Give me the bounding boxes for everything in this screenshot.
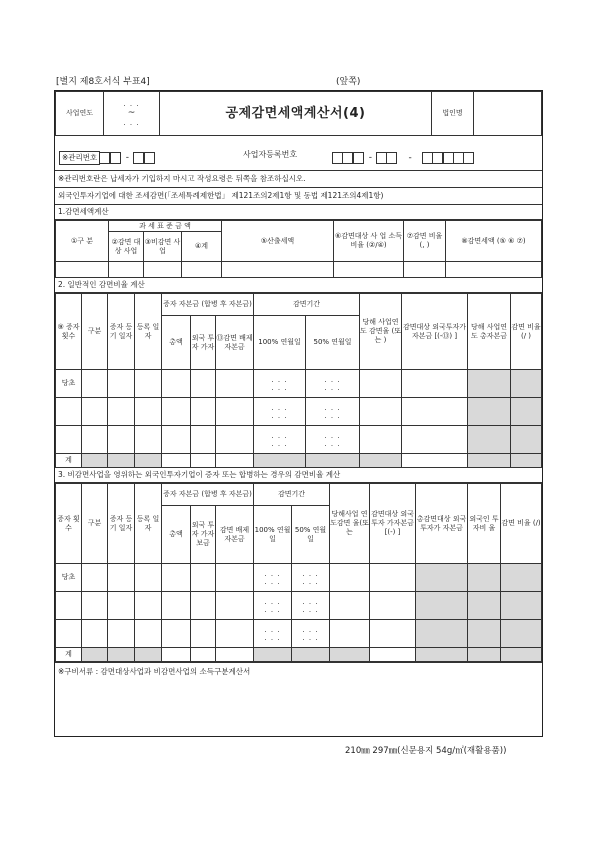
s3-col-rate-year: 당해사업 연도감면 율(또는 [330,484,370,564]
s1-col-calculated-tax: ⑤산출세액 [222,221,334,262]
s2-col-total: 총액 [162,316,191,370]
section3-table [55,483,542,662]
id-row [55,136,542,171]
s1-col-reduction-rate: ⑦감면 비율 (, ) [404,221,446,262]
s3-period-group: 감면기간 [254,484,330,506]
s3-col-total: 총액 [162,506,191,564]
biz-reg-label: 사업자등록번호 [243,150,298,159]
s2-col-ratio: 감면 비율 (/ ) [511,294,542,370]
s2-row-sum: 계 [56,454,82,468]
s1-col-target-business: ②감면 대상 사업 [109,232,144,262]
s2-col-foreign: 외국 투자 가자 [191,316,216,370]
table-row[interactable]: . . . . . . . . . . . . [56,398,542,426]
s3-col-100: 100% 연월일 [254,506,292,564]
s3-col-reg-date: 증자 등기 일자 [108,484,135,564]
s1-col-nontarget-business: ③비감면 사 업 [144,232,182,262]
s2-sum-row[interactable] [56,454,542,468]
paper-spec: 210㎜ 297㎜(신문용지 54g/㎡(재활용품)) [345,746,507,756]
title-row [55,91,542,136]
s2-row-initial: 당초 [56,370,82,398]
biz-reg-number[interactable]: - - [333,147,474,166]
s3-row-sum: 계 [56,648,82,662]
s3-col-ratio: 감면 비율 (/) [501,484,542,564]
s3-col-foreign-ratio: 외국인 투자비 율 [468,484,501,564]
section3-title: 3. 비감면사업을 영위하는 외국인투자기업이 증자 또는 합병하는 경우의 감면비율 계산 [55,468,542,483]
s1-col-income-ratio: ⑥감면대상 사 업 소득비율 (②/④) [334,221,404,262]
table-row[interactable]: . . . . . . . . . . . . [56,592,542,620]
corp-name-label: 법인명 [432,92,474,136]
s2-col-50: 50% 연월일 [306,316,360,370]
section2-title: 2. 일반적인 감면비율 계산 [55,278,542,293]
s2-col-target-capital: 감면대상 외국투자가 자본금 [(-⑬) ] [402,294,468,370]
s2-col-count: ⑨ 증자 횟수 [56,294,82,370]
section2-table [55,293,542,468]
s2-col-rate-year: 당해 사업연도 감면율 (또는 ) [360,294,402,370]
s1-col-total: ④계 [182,232,222,262]
s2-col-reg: 등록 일자 [135,294,162,370]
s2-col-exempt: ⑬감면 배제 자본금 [216,316,254,370]
s2-period-group: 감면기간 [254,294,360,316]
table-row[interactable]: . . . . . . . . . . . . [56,620,542,648]
s1-tax-base-group: 과 세 표 준 금 액 [109,221,222,232]
mgmt-number[interactable]: ※관리번호 - [59,147,155,166]
section1-title: 1.감면세액계산 [55,205,542,220]
form-title: 공제감면세액계산서(4) [160,92,432,136]
corp-name-field[interactable] [474,92,542,136]
table-row[interactable]: 당초 . . . . . . . . . . . . [56,564,542,592]
s1-col-category: ①구 분 [56,221,109,262]
s3-col-reg: 등록 일자 [135,484,162,564]
s2-col-reg-date: 증자 등기 일자 [108,294,135,370]
form-frame [54,90,543,737]
s3-col-target-capital: 감면대상 외국투자 가자본금 [(-) ] [370,484,416,564]
page-side: (앞쪽) [336,77,361,87]
fiscal-year-range[interactable]: . . . ~ . . . [104,92,160,136]
s3-col-foreign: 외국 투자 가자 보금 [191,506,216,564]
s2-col-100: 100% 연월일 [254,316,306,370]
s3-capital-group: 증자 자본금 (합병 후 자본금) [162,484,254,506]
s1-data-row[interactable] [56,262,542,278]
s2-col-year-total: 당해 사업연도 총자본금 [468,294,511,370]
s1-col-reduction-amount: ⑧감면세액 (⑤ ⑥ ⑦) [446,221,542,262]
s3-col-50: 50% 연월일 [292,506,330,564]
s3-col-exempt: 감면 배제 자본금 [216,506,254,564]
table-row[interactable]: 당초 . . . . . . . . . . . . [56,370,542,398]
s3-col-count: 증자 횟수 [56,484,82,564]
table-row[interactable]: . . . . . . . . . . . . [56,426,542,454]
form-reference: [별지 제8호서식 부표4] [56,77,150,87]
s3-row-initial: 당초 [56,564,82,592]
notice: ※관리번호란은 납세자가 기입하지 마시고 작성요령은 뒤쪽을 참조하십시오. [55,171,542,188]
s2-capital-group: 증자 자본금 (합병 후 자본금) [162,294,254,316]
fiscal-year-label: 사업연도 [56,92,104,136]
s3-sum-row[interactable] [56,648,542,662]
s2-col-type: 구분 [82,294,108,370]
s3-col-total-target: 총감면대상 외국투자가 자본금 [416,484,468,564]
law-basis: 외국인투자기업에 대한 조세감면(「조세특례제한법」 제121조의2제1항 및 동법 제121조의4제1항) [55,188,542,205]
section1-table [55,220,542,278]
attachment-note: ※구비서류 : 감면대상사업과 비감면사업의 소득구분계산서 [55,662,542,681]
s3-col-type: 구분 [82,484,108,564]
